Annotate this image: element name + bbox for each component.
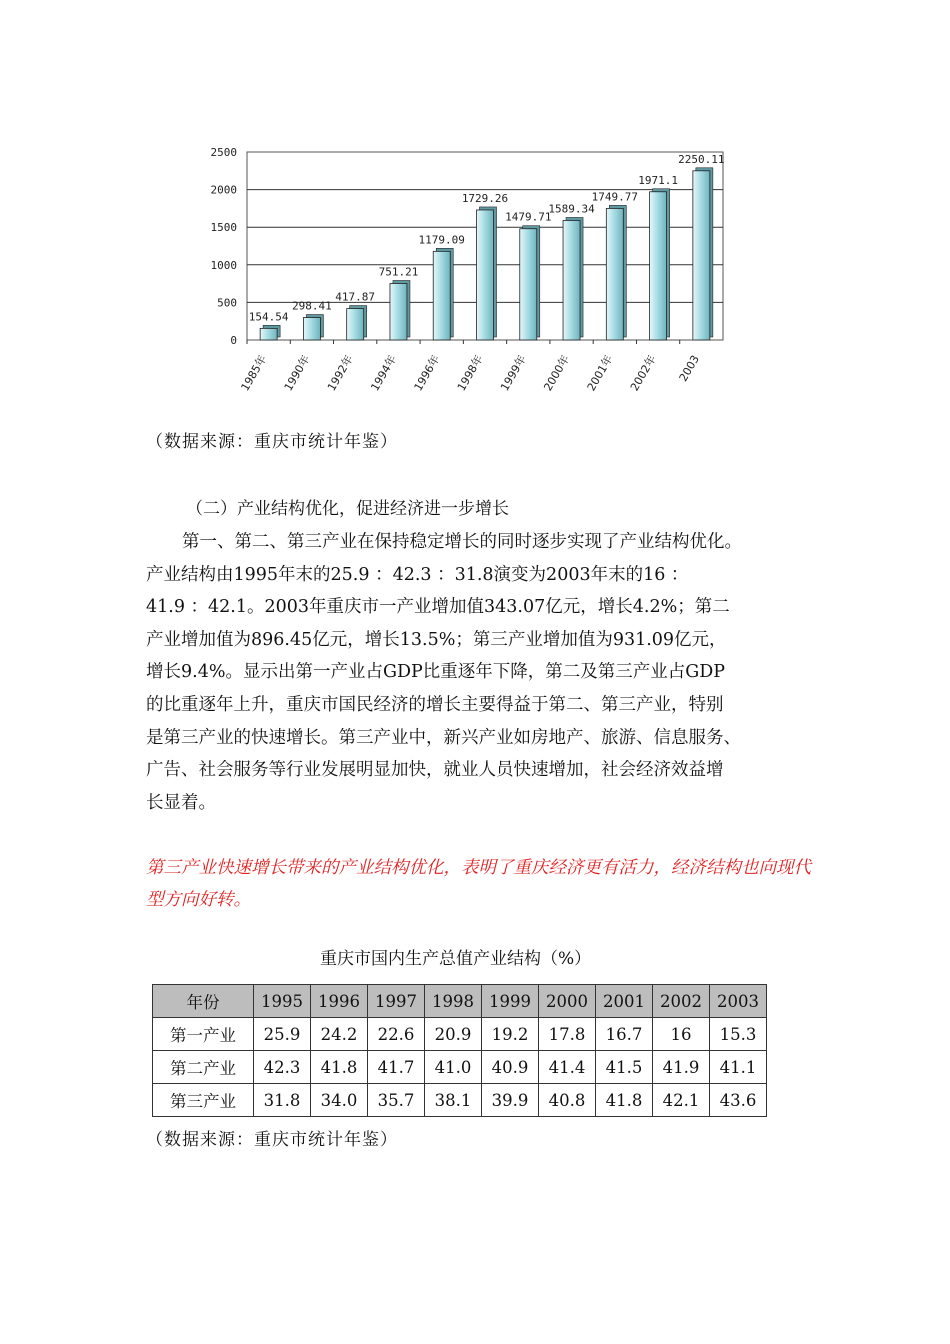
section-heading: （二）产业结构优化，促进经济进一步增长 bbox=[186, 499, 509, 519]
table-cell: 41.7 bbox=[368, 1051, 425, 1084]
table-cell: 15.3 bbox=[710, 1018, 767, 1051]
table-cell: 38.1 bbox=[425, 1084, 482, 1117]
table-cell: 42.1 bbox=[653, 1084, 710, 1117]
table-header-cell: 1995 bbox=[254, 985, 311, 1018]
paragraph-line: 增长9.4%。显示出第一产业占GDP比重逐年下降，第二及第三产业占GDP bbox=[146, 662, 726, 683]
table-cell: 34.0 bbox=[311, 1084, 368, 1117]
x-category-label: 1994年 bbox=[368, 353, 400, 394]
x-category-label: 1992年 bbox=[325, 353, 356, 394]
table-cell: 41.8 bbox=[596, 1084, 653, 1117]
table-cell: 35.7 bbox=[368, 1084, 425, 1117]
table-header-cell: 年份 bbox=[153, 985, 254, 1018]
y-tick-label: 2500 bbox=[210, 146, 237, 159]
table-cell: 41.9 bbox=[653, 1051, 710, 1084]
table-row bbox=[153, 1018, 767, 1051]
bar bbox=[260, 328, 277, 340]
table-cell: 42.3 bbox=[254, 1051, 311, 1084]
x-category-label: 1985年 bbox=[238, 353, 270, 394]
table-row-label: 第三产业 bbox=[153, 1084, 254, 1117]
table-cell: 20.9 bbox=[425, 1018, 482, 1051]
bar-value-label: 1589.34 bbox=[548, 202, 595, 216]
bar bbox=[477, 210, 494, 340]
paragraph-line: 41.9 ：42.1。2003年重庆市一产业增加值343.07亿元，增长4.2%；第二 bbox=[146, 597, 730, 618]
table-row bbox=[153, 1084, 767, 1117]
emphasis-note: 第三产业快速增长带来的产业结构优化，表明了重庆经济更有活力，经济结构也向现代型方向好转。 bbox=[146, 858, 811, 910]
body-paragraph bbox=[146, 526, 826, 819]
table-cell: 41.4 bbox=[539, 1051, 596, 1084]
table-cell: 16.7 bbox=[596, 1018, 653, 1051]
y-tick-label: 1500 bbox=[210, 221, 237, 235]
bar-value-label: 1971.1 bbox=[638, 173, 678, 187]
table-cell: 41.5 bbox=[596, 1051, 653, 1084]
table-header-row bbox=[153, 985, 767, 1018]
bar-value-label: 417.87 bbox=[335, 290, 376, 304]
bar-value-label: 1729.26 bbox=[461, 191, 509, 205]
paragraph-line: 第一、第二、第三产业在保持稳定增长的同时逐步实现了产业结构优化。 bbox=[182, 532, 742, 552]
table-cell: 31.8 bbox=[254, 1084, 311, 1117]
table-cell: 41.0 bbox=[425, 1051, 482, 1084]
table-cell: 39.9 bbox=[482, 1084, 539, 1117]
table-cell: 25.9 bbox=[254, 1018, 311, 1051]
paragraph-line: 长显着。 bbox=[146, 792, 216, 813]
table-header-cell: 2002 bbox=[653, 985, 710, 1018]
x-category-label: 2003 bbox=[676, 353, 702, 384]
table-header-cell: 1997 bbox=[368, 985, 425, 1018]
x-category-label: 1999年 bbox=[498, 353, 529, 394]
bar bbox=[390, 284, 407, 340]
table-cell: 17.8 bbox=[539, 1018, 596, 1051]
table-cell: 41.8 bbox=[311, 1051, 368, 1084]
bar-value-label: 1749.77 bbox=[591, 190, 638, 204]
x-category-label: 1996年 bbox=[411, 353, 443, 394]
bar bbox=[693, 171, 710, 340]
chart-source-note: （数据来源：重庆市统计年鉴） bbox=[146, 432, 398, 452]
x-category-label: 1990年 bbox=[281, 353, 313, 394]
table-header-cell: 2003 bbox=[710, 985, 767, 1018]
x-category-label: 1998年 bbox=[454, 353, 486, 394]
x-category-label: 2001年 bbox=[584, 353, 616, 394]
x-category-label: 2000年 bbox=[541, 353, 573, 394]
bar-value-label: 2250.11 bbox=[678, 152, 725, 166]
table-header-cell: 1996 bbox=[311, 985, 368, 1018]
bar bbox=[433, 251, 450, 340]
gdp-bar-chart-svg bbox=[195, 140, 735, 400]
paragraph-line: 广告、社会服务等行业发展明显加快，就业人员快速增加，社会经济效益增 bbox=[146, 760, 724, 781]
table-cell: 24.2 bbox=[311, 1018, 368, 1051]
bar-value-label: 154.54 bbox=[248, 310, 289, 324]
paragraph-line: 的比重逐年上升，重庆市国民经济的增长主要得益于第二、第三产业，特别 bbox=[146, 694, 724, 715]
x-category-label: 2002年 bbox=[627, 353, 659, 394]
bar bbox=[606, 208, 623, 340]
bar-value-label: 298.41 bbox=[292, 299, 332, 313]
bar-value-label: 1179.09 bbox=[418, 233, 465, 247]
table-source-note: （数据来源：重庆市统计年鉴） bbox=[146, 1130, 398, 1150]
paragraph-line: 产业结构由1995年末的25.9 ：42.3 ：31.8演变为2003年末的16 ： bbox=[146, 564, 689, 585]
table-cell: 40.8 bbox=[539, 1084, 596, 1117]
table-cell: 16 bbox=[653, 1018, 710, 1051]
bar bbox=[650, 192, 667, 340]
table-header-cell: 1998 bbox=[425, 985, 482, 1018]
table-cell: 43.6 bbox=[710, 1084, 767, 1117]
paragraph-line: 产业增加值为896.45亿元，增长13.5%；第三产业增加值为931.09亿元， bbox=[146, 629, 727, 650]
table-cell: 19.2 bbox=[482, 1018, 539, 1051]
paragraph-line: 是第三产业的快速增长。第三产业中，新兴产业如房地产、旅游、信息服务、 bbox=[146, 727, 741, 748]
bar bbox=[563, 220, 580, 340]
y-tick-label: 1000 bbox=[210, 258, 237, 272]
y-tick-label: 2000 bbox=[210, 183, 237, 197]
y-tick-label: 500 bbox=[217, 296, 237, 310]
gdp-bar-chart bbox=[195, 140, 735, 400]
table-cell: 22.6 bbox=[368, 1018, 425, 1051]
table-row-label: 第二产业 bbox=[153, 1051, 254, 1084]
table-header-cell: 2001 bbox=[596, 985, 653, 1018]
bar bbox=[303, 318, 320, 340]
bar-value-label: 1479.71 bbox=[505, 210, 552, 224]
table-title: 重庆市国内生产总值产业结构（%） bbox=[320, 949, 592, 969]
table-cell: 40.9 bbox=[482, 1051, 539, 1084]
bar bbox=[347, 309, 364, 340]
table-header-cell: 2000 bbox=[539, 985, 596, 1018]
bar-value-label: 751.21 bbox=[378, 265, 419, 279]
industry-structure-table bbox=[152, 984, 767, 1117]
table-header-cell: 1999 bbox=[482, 985, 539, 1018]
table-row-label: 第一产业 bbox=[153, 1018, 254, 1051]
bar bbox=[520, 229, 537, 340]
y-tick-label: 0 bbox=[230, 334, 237, 347]
table-row bbox=[153, 1051, 767, 1084]
table-cell: 41.1 bbox=[710, 1051, 767, 1084]
